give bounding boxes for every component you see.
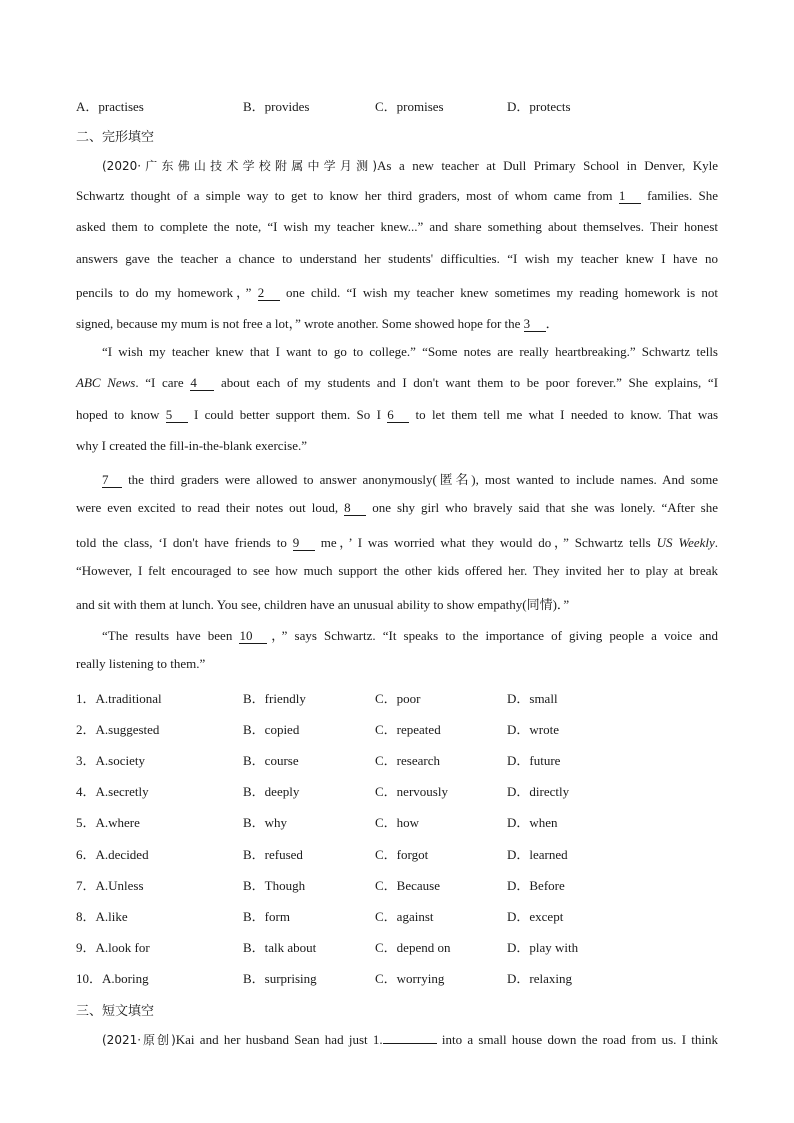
passage-line: really listening to them.” [76, 656, 206, 671]
passage-line: Schwartz thought of a simple way to get to know her third graders, most of whom came from 1 families. She [76, 188, 719, 203]
choice-b[interactable]: B．course [243, 753, 299, 768]
choice-c[interactable]: C．against [375, 909, 434, 924]
choice-a[interactable]: A.boring [102, 971, 149, 986]
section-heading-cloze: 二、完形填空 [76, 130, 155, 145]
choice-a[interactable]: A.look for [95, 940, 150, 955]
option-c: C．promises [375, 99, 444, 114]
blank-7[interactable]: 7 [102, 473, 122, 488]
blank-1[interactable]: 1 [619, 189, 641, 204]
choice-b[interactable]: B．form [243, 909, 290, 924]
choice-a[interactable]: A.Unless [95, 878, 144, 893]
option-b: B．provides [243, 99, 310, 114]
passage-line: (2020·广东佛山技术学校附属中学月测)As a new teacher at Dull Primary School in Denver, Kyle [102, 158, 718, 173]
blank-3[interactable]: 3 [524, 317, 546, 332]
choice-c[interactable]: C．forgot [375, 847, 429, 862]
choice-b[interactable]: B．friendly [243, 691, 306, 706]
blank-5[interactable]: 5 [166, 408, 188, 423]
choice-b[interactable]: B．Though [243, 878, 306, 893]
choice-a[interactable]: A.where [95, 815, 140, 830]
blank-9[interactable]: 9 [293, 536, 315, 551]
option-d: D．protects [507, 99, 571, 114]
choice-d[interactable]: D．relaxing [507, 971, 572, 986]
choice-d[interactable]: D．wrote [507, 722, 559, 737]
choice-c[interactable]: C．poor [375, 691, 421, 706]
passage-line: “However, I felt encouraged to see how much support the other kids offered her. They invited her to play at break [76, 563, 718, 578]
passage-line: and sit with them at lunch. You see, children have an unusual ability to show empathy(同情)．” [76, 597, 570, 612]
choice-d[interactable]: D．learned [507, 847, 568, 862]
choice-d[interactable]: D．directly [507, 784, 570, 799]
passage-line: hoped to know 5 I could better support them. So I 6 to let them tell me what I needed to know. That was [76, 407, 719, 422]
choice-d[interactable]: D．except [507, 909, 564, 924]
passage-line: (2021·原创)Kai and her husband Sean had just 1. into a small house down the road from us. I think [102, 1032, 719, 1047]
passage-line: answers gave the teacher a chance to understand her students' difficulties. “I wish my teacher knew I have no [76, 251, 718, 266]
blank-8[interactable]: 8 [344, 501, 366, 516]
choice-c[interactable]: C．research [375, 753, 440, 768]
passage-line: pencils to do my homework，” 2 one child. “I wish my teacher knew sometimes my reading homework is not [76, 285, 719, 300]
blank-10[interactable]: 10 [239, 629, 267, 644]
section-heading-short-passage: 三、短文填空 [76, 1004, 155, 1019]
blank-6[interactable]: 6 [387, 408, 409, 423]
passage-line: were even excited to read their notes out loud, 8 one shy girl who bravely said that she was lonely. “After she [76, 500, 718, 515]
choice-a[interactable]: A.like [95, 909, 128, 924]
choice-d[interactable]: D．future [507, 753, 561, 768]
passage-line: asked them to complete the note, “I wish my teacher knew...” and share something about themselves. Their honest [76, 219, 718, 234]
blank-section3-1[interactable] [383, 1043, 437, 1044]
choice-a[interactable]: A.traditional [95, 691, 162, 706]
passage-source: (2020·广东佛山技术学校附属中学月测) [102, 159, 378, 173]
blank-2[interactable]: 2 [258, 286, 280, 301]
choice-b[interactable]: B．why [243, 815, 288, 830]
choice-c[interactable]: C．how [375, 815, 420, 830]
passage-line: “I wish my teacher knew that I want to go to college.” “Some notes are really heartbreaking.” Schwartz tells [102, 344, 718, 359]
choice-d[interactable]: D．small [507, 691, 558, 706]
document-page: A．practises B．provides C．promises D．protects 二、完形填空 (2020·广东佛山技术学校附属中学月测)As a new teacher at Dull Primary School in Denver, Kyle Schwartz thought of a simple way to get to know her third graders, most of whom came from 1 families. She asked them to complete the note, “I wish my teacher knew...” and share something about themselves. Their honest answers gave the teacher a chance to understand her students' difficulties. “I wish my teacher knew I have no pencils to do my homework，” 2 one child. “I wish my teacher knew sometimes my reading homework is not signed, because my mum is not free a lot，” wrote another. Some showed hope for the 3 ． “I wish my teacher knew that I want to go to college.” “Some notes are really heartbreaking.” Schwartz tells ABC News. “I care 4 about each of my students and I don't want them to be poor forever.” She explains, “I hoped to know 5 I could better support them. So I 6 to let them tell me what I needed to know. That was why I created the fill-in-the-blank exercise.” 7 the third graders were allowed to answer anonymously(匿名), most wanted to include names. And some were even excited to read their notes out loud, 8 one shy girl who bravely said that she was lonely. “After she told the class, ‘I don't have friends to 9 me，’ I was worried what they would do，” Schwartz tells US Weekly. “However, I felt encouraged to see how much support the other kids offered her. They invited her to play at break and sit with them at lunch. You see, children have an unusual ability to show empathy(同情)．” “The results have been 10 ，” says Schwartz. “It speaks to the importance of giving people a voice and really listening to them.” 1．A.traditional B．friendly C．poor D．small 2．A.suggested B．copied C．repeated D．wrote 3．A.society B．course C．research D．future 4．A.secretly B．deeply C．nervously D．directly 5．A.where B．why C．how D．when 6．A.decided B．refused C．forgot D．learned 7．A.Unless B．Though C．Because D．Before 8．A.like B．form C．against D．except 9．A.look for B．talk about C．depend on D．play with 10．A.boring B．surprising C．worrying D．relaxing 三、短文填空 (2021·原创)Kai and her husband Sean had just 1. into a small house down the road from us. I think [0, 0, 794, 1123]
passage-line: “The results have been 10 ，” says Schwartz. “It speaks to the importance of giving people a voice and [102, 628, 719, 643]
choice-a[interactable]: A.society [95, 753, 145, 768]
passage-line: why I created the fill-in-the-blank exercise.” [76, 438, 307, 453]
choice-c[interactable]: C．Because [375, 878, 440, 893]
passage-line: ABC News. “I care 4 about each of my students and I don't want them to be poor forever.” She explains, “I [76, 375, 719, 390]
choice-a[interactable]: A.decided [95, 847, 149, 862]
choice-b[interactable]: B．surprising [243, 971, 317, 986]
option-a: A．practises [76, 99, 144, 114]
choice-a[interactable]: A.secretly [95, 784, 149, 799]
passage-line: told the class, ‘I don't have friends to 9 me，’ I was worried what they would do，” Schwartz tells US Weekly. [76, 535, 719, 550]
choice-c[interactable]: C．worrying [375, 971, 445, 986]
choice-d[interactable]: D．play with [507, 940, 579, 955]
passage-line: 7 the third graders were allowed to answer anonymously(匿名), most wanted to include names. And some [102, 472, 719, 487]
section3-source: (2021·原创) [102, 1033, 176, 1047]
choice-b[interactable]: B．copied [243, 722, 300, 737]
choice-a[interactable]: A.suggested [95, 722, 160, 737]
blank-4[interactable]: 4 [190, 376, 214, 391]
passage-line: signed, because my mum is not free a lot，” wrote another. Some showed hope for the 3 ． [76, 316, 559, 331]
choice-c[interactable]: C．nervously [375, 784, 448, 799]
choice-b[interactable]: B．refused [243, 847, 303, 862]
choice-b[interactable]: B．talk about [243, 940, 317, 955]
choice-c[interactable]: C．repeated [375, 722, 441, 737]
choice-d[interactable]: D．when [507, 815, 558, 830]
choice-c[interactable]: C．depend on [375, 940, 451, 955]
choice-b[interactable]: B．deeply [243, 784, 300, 799]
choice-d[interactable]: D．Before [507, 878, 565, 893]
